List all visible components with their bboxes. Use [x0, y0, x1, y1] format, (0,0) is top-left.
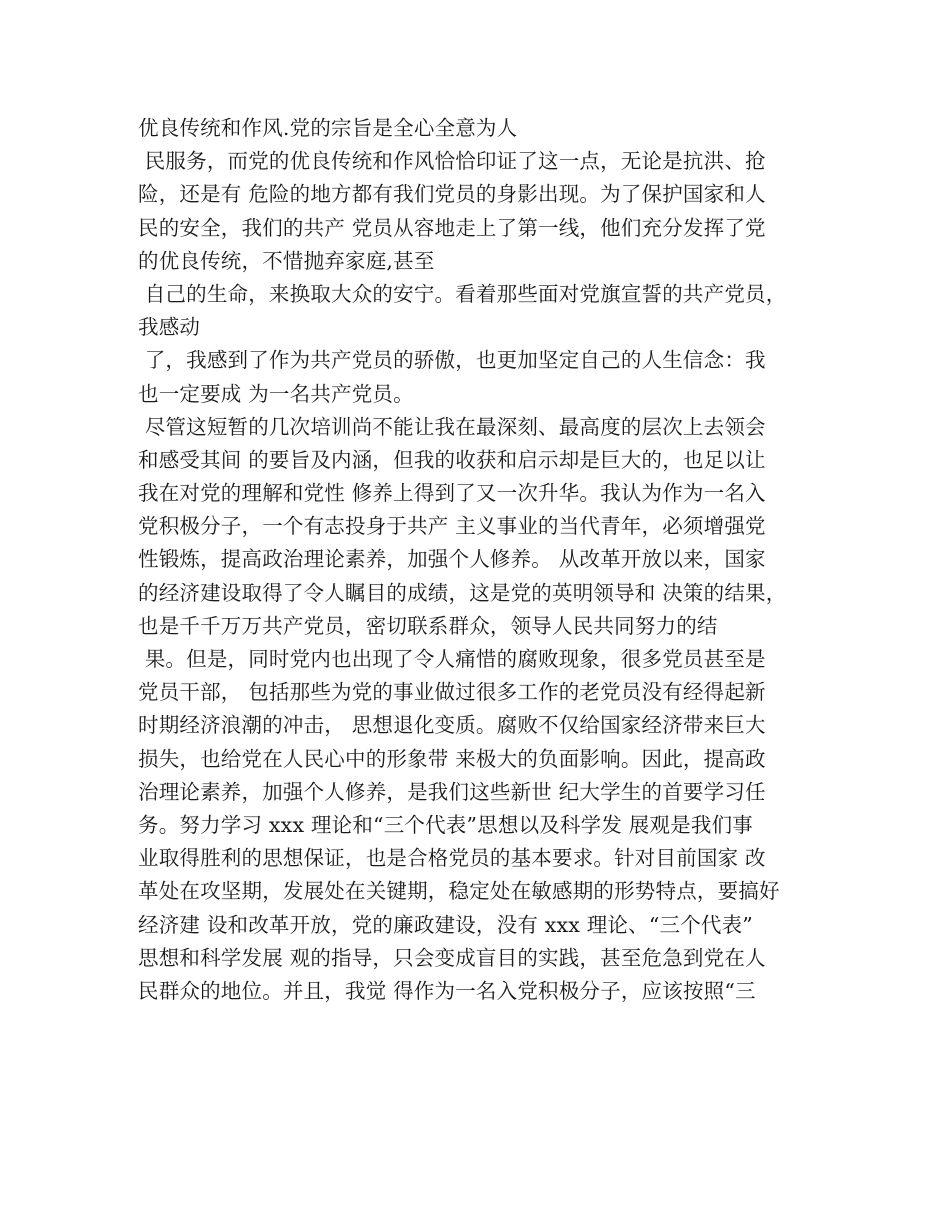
text-line: 我感动: [138, 315, 201, 340]
text-line: 果。但是，同时党内也出现了令人痛惜的腐败现象，很多党员甚至是: [138, 647, 766, 671]
text-line: 性锻炼，提高政治理论素养，加强个人修养。 从改革开放以来，国家: [138, 547, 766, 572]
text-line: 优良传统和作风.党的宗旨是全心全意为人: [138, 116, 518, 140]
text-line: 务。努力学习 xxx 理论和“三个代表”思想以及科学发 展观是我们事: [138, 812, 753, 837]
text-line: 经济建 设和改革开放，党的廉政建设，没有 xxx 理论、“三个代表”: [138, 912, 753, 937]
text-line: 民群众的地位。并且，我觉 得作为一名入党积极分子，应该按照“三: [138, 978, 756, 1003]
text-line: 了，我感到了作为共产党员的骄傲，也更加坚定自己的人生信念：我: [138, 348, 766, 373]
text-line: 民服务，而党的优良传统和作风恰恰印证了这一点，无论是抗洪、抢: [138, 149, 766, 174]
text-line: 党积极分子，一个有志投身于共产 主义事业的当代青年，必须增强党: [138, 514, 766, 539]
text-line: 险，还是有 危险的地方都有我们党员的身影出现。为了保护国家和人: [138, 182, 766, 207]
text-line: 尽管这短暂的几次培训尚不能让我在最深刻、最高度的层次上去领会: [138, 414, 766, 439]
text-line: 损失，也给党在人民心中的形象带 来极大的负面影响。因此，提高政: [138, 746, 766, 771]
text-line: 时期经济浪潮的冲击， 思想退化变质。腐败不仅给国家经济带来巨大: [138, 713, 766, 738]
text-line: 民的安全，我们的共产 党员从容地走上了第一线，他们充分发挥了党: [138, 215, 766, 240]
text-line: 思想和科学发展 观的指导，只会变成盲目的实践，甚至危急到党在人: [138, 945, 766, 970]
text-line: 的优良传统，不惜抛弃家庭,甚至: [138, 248, 435, 273]
text-line: 和感受其间 的要旨及内涵，但我的收获和启示却是巨大的，也足以让: [138, 447, 766, 472]
text-line: 也一定要成 为一名共产党员。: [138, 381, 414, 406]
text-line: 革处在攻坚期，发展处在关键期，稳定处在敏感期的形势特点，要搞好: [138, 879, 780, 904]
text-line: 治理论素养，加强个人修养，是我们这些新世 纪大学生的首要学习任: [138, 779, 766, 804]
text-line: 我在对党的理解和党性 修养上得到了又一次升华。我认为作为一名入: [138, 481, 766, 506]
text-line: 也是千千万万共产党员，密切联系群众，领导人民共同努力的结: [138, 613, 718, 638]
text-line: 的经济建设取得了令人瞩目的成绩，这是党的英明领导和 决策的结果，: [138, 580, 787, 605]
body-text: [138, 112, 818, 1008]
text-line: 业取得胜利的思想保证，也是合格党员的基本要求。针对目前国家 改: [138, 846, 766, 871]
text-line: 自己的生命，来换取大众的安宁。看着那些面对党旗宣誓的共产党员，: [138, 281, 787, 306]
text-line: 党员干部， 包括那些为党的事业做过很多工作的老党员没有经得起新: [138, 680, 766, 705]
